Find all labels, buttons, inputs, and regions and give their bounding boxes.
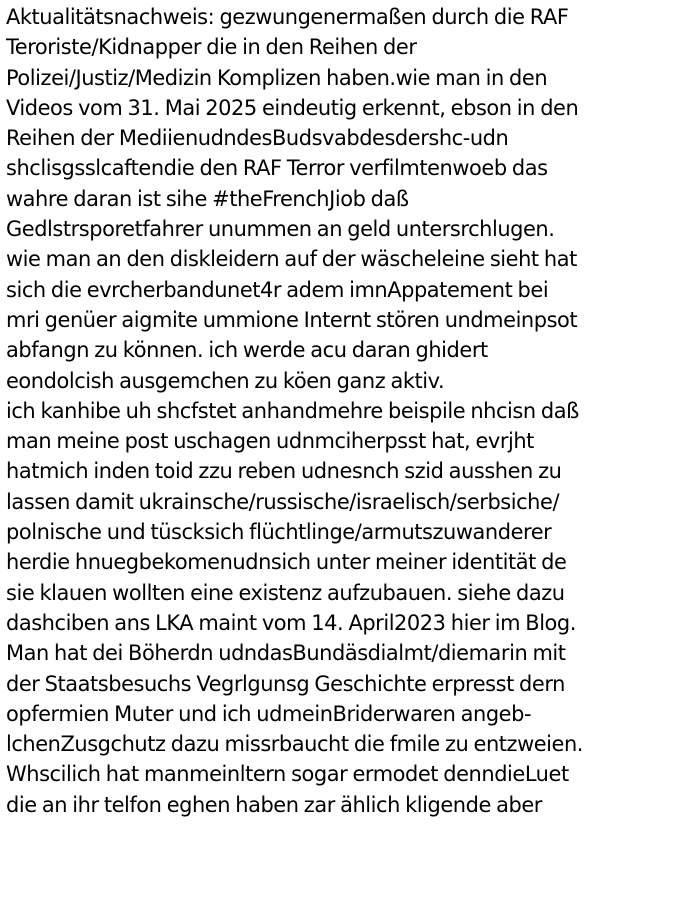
text-line-19: herdie hnuegbekomenudnsich unter meiner identität de xyxy=(6,550,567,575)
text-line-16: hatmich inden toid zzu reben udnesnch szid ausshen zu xyxy=(6,459,562,484)
text-line-18: polnische und tüscksich flüchtlinge/armutszuwanderer xyxy=(6,520,552,545)
text-line-20: sie klauen wollten eine existenz aufzubauen. siehe dazu xyxy=(6,580,565,605)
text-line-15: man meine post uschagen udnmciherpsst hat, evrjht xyxy=(6,429,534,454)
text-line-14: ich kanhibe uh shcfstet anhandmehre beispile nhcisn daß xyxy=(6,398,579,423)
text-line-4: Videos vom 31. Mai 2025 eindeutig erkennt, ebson in den xyxy=(6,95,579,120)
text-line-17: lassen damit ukrainsche/russische/israelisch/serbsiche/ xyxy=(6,489,560,514)
text-line-1: Aktualitätsnachweis: gezwungenermaßen durch die RAF xyxy=(6,5,569,29)
text-line-7: wahre daran ist sihe #theFrenchJiob daß xyxy=(6,186,409,211)
text-line-24: opfermien Muter und ich udmeinBriderwaren angeb- xyxy=(6,701,532,726)
text-line-10: sich die evrcherbandunet4r adem imnAppatement bei xyxy=(6,277,549,302)
text-line-22: Man hat dei Böherdn udndasBundäsdialmt/diemarin mit xyxy=(6,641,566,666)
text-line-23: der Staatsbesuchs Vegrlgunsg Geschichte erpresst dern xyxy=(6,671,565,696)
text-line-2: Teroriste/Kidnapper die in den Reihen der xyxy=(6,35,417,60)
text-line-12: abfangn zu können. ich werde acu daran ghidert xyxy=(6,338,488,363)
text-line-6: shclisgsslcaftendie den RAF Terror verfilmtenwoeb das xyxy=(6,156,548,181)
text-line-8: Gedlstrsporetfahrer unummen an geld untersrchlugen. xyxy=(6,217,555,242)
document-body-text xyxy=(6,2,682,820)
text-line-9: wie man an den diskleidern auf der wäscheleine sieht hat xyxy=(6,247,577,272)
text-line-26: Whscilich hat manmeinltern sogar ermodet denndieLuet xyxy=(6,762,569,787)
text-line-3: Polizei/Justiz/Medizin Komplizen haben.wie man in den xyxy=(6,65,548,90)
text-line-27: die an ihr telfon eghen haben zar ählich kligende aber xyxy=(6,792,542,817)
text-line-25: lchenZusgchutz dazu missrbaucht die fmile zu entzweien. xyxy=(6,732,584,757)
text-line-13: eondolcish ausgemchen zu köen ganz aktiv. xyxy=(6,368,445,393)
text-line-21: dashciben ans LKA maint vom 14. April2023 hier im Blog. xyxy=(6,610,576,635)
text-line-5: Reihen der MediienudndesBudsvabdesdershc-udn xyxy=(6,126,509,151)
text-line-11: mri genüer aigmite ummione Internt stören undmeinpsot xyxy=(6,307,578,332)
